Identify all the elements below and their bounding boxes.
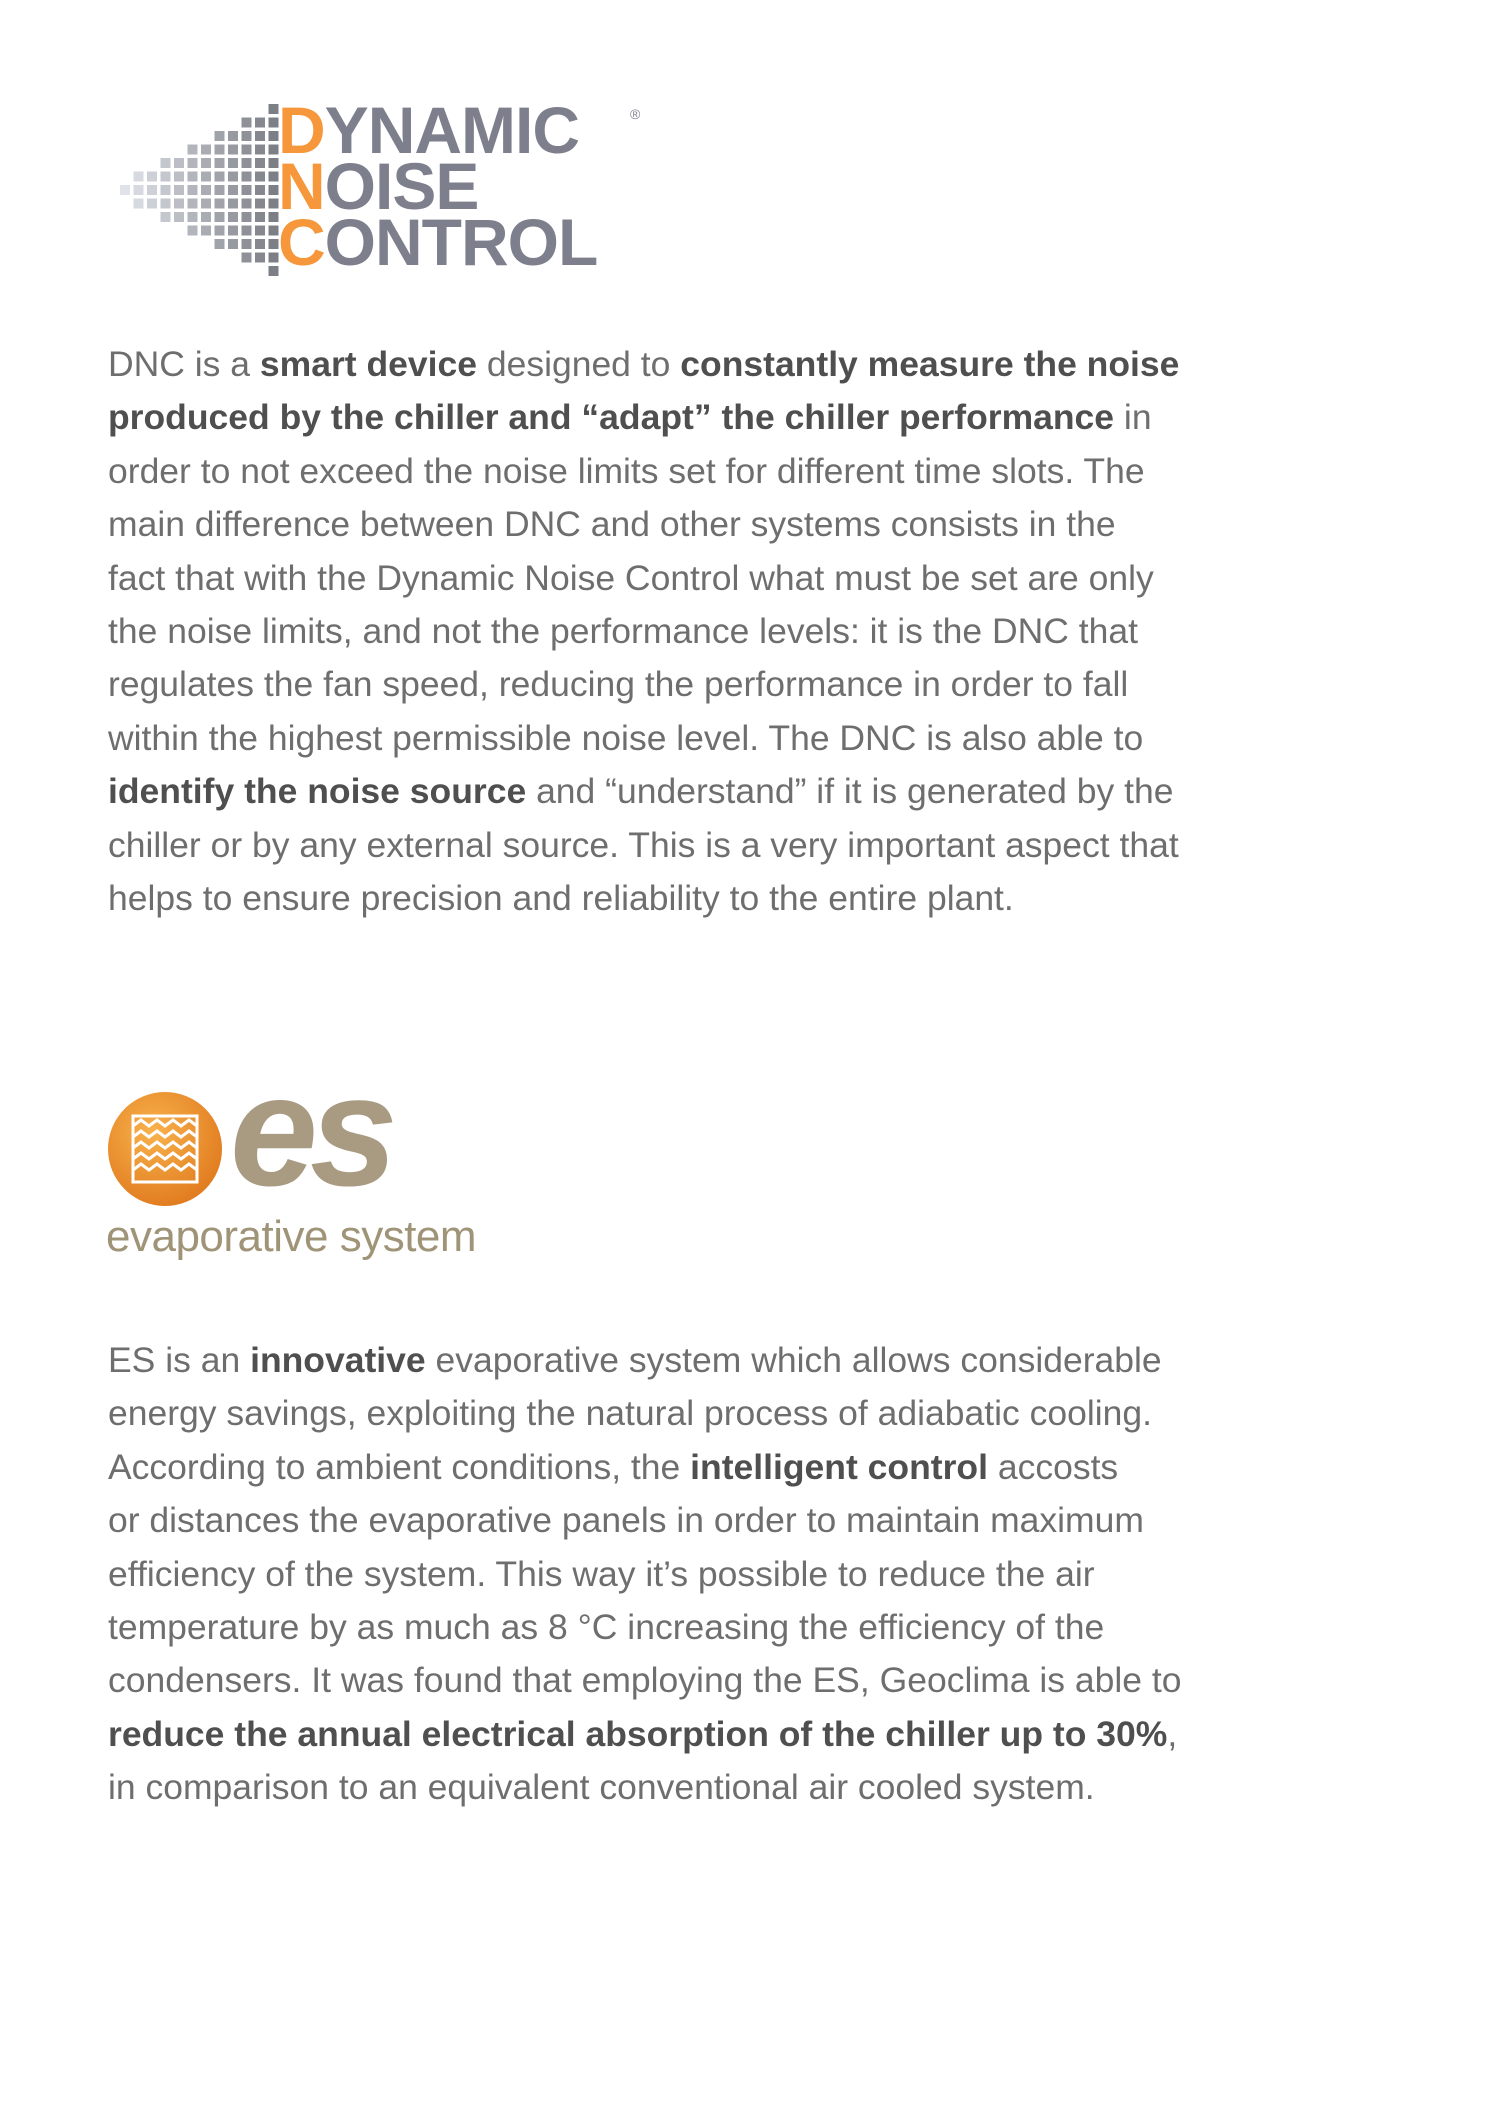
grid-square: [242, 145, 252, 155]
text-line: [108, 552, 1328, 605]
text-run: regulates the fan speed, reducing the performance in order to fall: [108, 664, 1129, 705]
grid-square: [201, 226, 211, 236]
es-logo: [106, 1043, 526, 1275]
text-run: in comparison to an equivalent conventional air cooled system.: [108, 1767, 1095, 1808]
grid-square: [255, 239, 265, 249]
grid-square: [147, 172, 157, 182]
grid-square: [188, 145, 198, 155]
grid-square: [215, 131, 225, 141]
text-run: chiller or by any external source. This is a very important aspect that: [108, 824, 1179, 865]
grid-square: [188, 212, 198, 222]
dnc-line-3: CONTROL: [278, 205, 598, 279]
grid-square: [269, 118, 279, 128]
grid-square: [215, 145, 225, 155]
grid-square: [269, 199, 279, 209]
text-run: condensers. It was found that employing the ES, Geoclima is able to: [108, 1660, 1182, 1701]
grid-square: [242, 131, 252, 141]
grid-square: [269, 266, 279, 276]
grid-square: [161, 212, 171, 222]
grid-square: [228, 158, 238, 168]
es-description: [108, 1334, 1328, 1815]
grid-square: [201, 185, 211, 195]
text-run: the noise limits, and not the performance levels: it is the DNC that: [108, 611, 1138, 652]
text-line: [108, 445, 1328, 498]
bold-text: smart device: [259, 344, 477, 384]
text-run: in: [1114, 397, 1152, 438]
grid-square: [188, 226, 198, 236]
grid-square: [255, 172, 265, 182]
grid-square: [228, 226, 238, 236]
grid-square: [228, 131, 238, 141]
grid-square: [161, 185, 171, 195]
grid-square: [269, 131, 279, 141]
es-tagline: evaporative system: [106, 1212, 477, 1261]
text-line: [108, 1387, 1328, 1440]
grid-square: [269, 253, 279, 263]
dnc-line-1: DYNAMIC: [278, 93, 579, 167]
text-line: [108, 391, 1328, 444]
bold-text: innovative: [250, 1340, 426, 1380]
grid-square: [255, 118, 265, 128]
dnc-description: [108, 338, 1328, 925]
grid-square: [201, 199, 211, 209]
grid-square: [228, 199, 238, 209]
grid-square: [242, 253, 252, 263]
grid-square: [242, 199, 252, 209]
text-line: [108, 498, 1328, 551]
text-run: designed to: [476, 344, 681, 384]
grid-square: [215, 158, 225, 168]
text-line: [108, 1494, 1328, 1547]
grid-square: [269, 226, 279, 236]
text-run: ES is an: [108, 1340, 251, 1380]
grid-square: [242, 212, 252, 222]
bold-text: intelligent control: [690, 1446, 988, 1487]
grid-square: [188, 199, 198, 209]
grid-square: [147, 199, 157, 209]
grid-square: [174, 172, 184, 182]
grid-square: [255, 199, 265, 209]
grid-square: [201, 172, 211, 182]
grid-square: [255, 212, 265, 222]
grid-square: [215, 199, 225, 209]
text-run: evaporative system which allows considerable: [425, 1340, 1162, 1380]
grid-square: [255, 131, 265, 141]
grid-square: [120, 185, 130, 195]
grid-square: [201, 158, 211, 168]
text-run: energy savings, exploiting the natural process of adiabatic cooling.: [108, 1393, 1152, 1434]
text-run: temperature by as much as 8 °C increasing the efficiency of the: [108, 1607, 1105, 1648]
grid-square: [269, 239, 279, 249]
dnc-logo: [108, 93, 668, 285]
grid-square: [242, 172, 252, 182]
grid-square: [255, 226, 265, 236]
evaporative-panel-icon: [106, 1090, 224, 1208]
text-run: According to ambient conditions, the: [108, 1446, 691, 1487]
bold-text: reduce the annual electrical absorption of the chiller up to 30%: [108, 1713, 1168, 1754]
text-run: helps to ensure precision and reliability to the entire plant.: [108, 878, 1014, 919]
bold-text: identify the noise source: [108, 771, 527, 812]
grid-square: [134, 172, 144, 182]
dnc-line-2: NOISE: [278, 149, 479, 223]
grid-square: [215, 239, 225, 249]
text-line: [108, 1601, 1328, 1654]
text-line: [108, 338, 1328, 391]
bold-text: constantly measure the noise: [680, 344, 1180, 384]
text-line: [108, 1334, 1328, 1387]
text-run: accosts: [987, 1446, 1119, 1487]
grid-square: [161, 199, 171, 209]
text-run: efficiency of the system. This way it’s possible to reduce the air: [108, 1553, 1095, 1594]
text-line: [108, 1761, 1328, 1814]
text-line: [108, 1708, 1328, 1761]
text-line: [108, 605, 1328, 658]
grid-square: [174, 185, 184, 195]
grid-square: [188, 172, 198, 182]
dnc-wordmark: [278, 93, 598, 279]
text-line: [108, 658, 1328, 711]
grid-square: [255, 145, 265, 155]
text-run: DNC is a: [108, 344, 260, 384]
grid-square: [228, 185, 238, 195]
grid-square: [255, 185, 265, 195]
grid-square: [242, 158, 252, 168]
grid-square: [255, 158, 265, 168]
grid-square: [147, 185, 157, 195]
grid-square: [242, 226, 252, 236]
text-line: [108, 1441, 1328, 1494]
grid-square: [174, 199, 184, 209]
grid-square: [215, 185, 225, 195]
text-line: [108, 712, 1328, 765]
grid-square: [269, 212, 279, 222]
bold-text: produced by the chiller and “adapt” the chiller performance: [108, 397, 1115, 438]
grid-square: [174, 158, 184, 168]
text-line: [108, 1548, 1328, 1601]
grid-square: [228, 145, 238, 155]
grid-square: [228, 172, 238, 182]
grid-square: [228, 239, 238, 249]
grid-square: [215, 226, 225, 236]
text-run: within the highest permissible noise level. The DNC is also able to: [108, 717, 1144, 758]
grid-square: [242, 185, 252, 195]
grid-square: [174, 212, 184, 222]
grid-square: [269, 104, 279, 114]
grid-square: [201, 212, 211, 222]
grid-square: [161, 158, 171, 168]
registered-mark: ®: [630, 106, 641, 122]
grid-square: [269, 172, 279, 182]
text-line: [108, 765, 1328, 818]
grid-square: [201, 145, 211, 155]
grid-square: [242, 239, 252, 249]
grid-square: [134, 199, 144, 209]
grid-square: [269, 145, 279, 155]
grid-square: [242, 118, 252, 128]
grid-square: [255, 253, 265, 263]
dnc-grid-icon: [108, 100, 283, 285]
grid-square: [188, 185, 198, 195]
grid-square: [134, 185, 144, 195]
text-line: [108, 1654, 1328, 1707]
text-line: [108, 819, 1328, 872]
text-run: and “understand” if it is generated by the: [526, 771, 1174, 812]
text-run: ,: [1167, 1713, 1178, 1754]
es-letters: es: [230, 1043, 390, 1219]
text-line: [108, 872, 1328, 925]
grid-square: [269, 158, 279, 168]
grid-square: [188, 158, 198, 168]
text-run: order to not exceed the noise limits set for different time slots. The: [108, 450, 1145, 491]
text-run: fact that with the Dynamic Noise Control what must be set are only: [108, 557, 1154, 598]
grid-square: [215, 172, 225, 182]
text-run: or distances the evaporative panels in order to maintain maximum: [108, 1500, 1144, 1541]
grid-square: [215, 212, 225, 222]
grid-square: [228, 212, 238, 222]
text-run: main difference between DNC and other systems consists in the: [108, 504, 1116, 545]
grid-square: [161, 172, 171, 182]
grid-square: [269, 185, 279, 195]
